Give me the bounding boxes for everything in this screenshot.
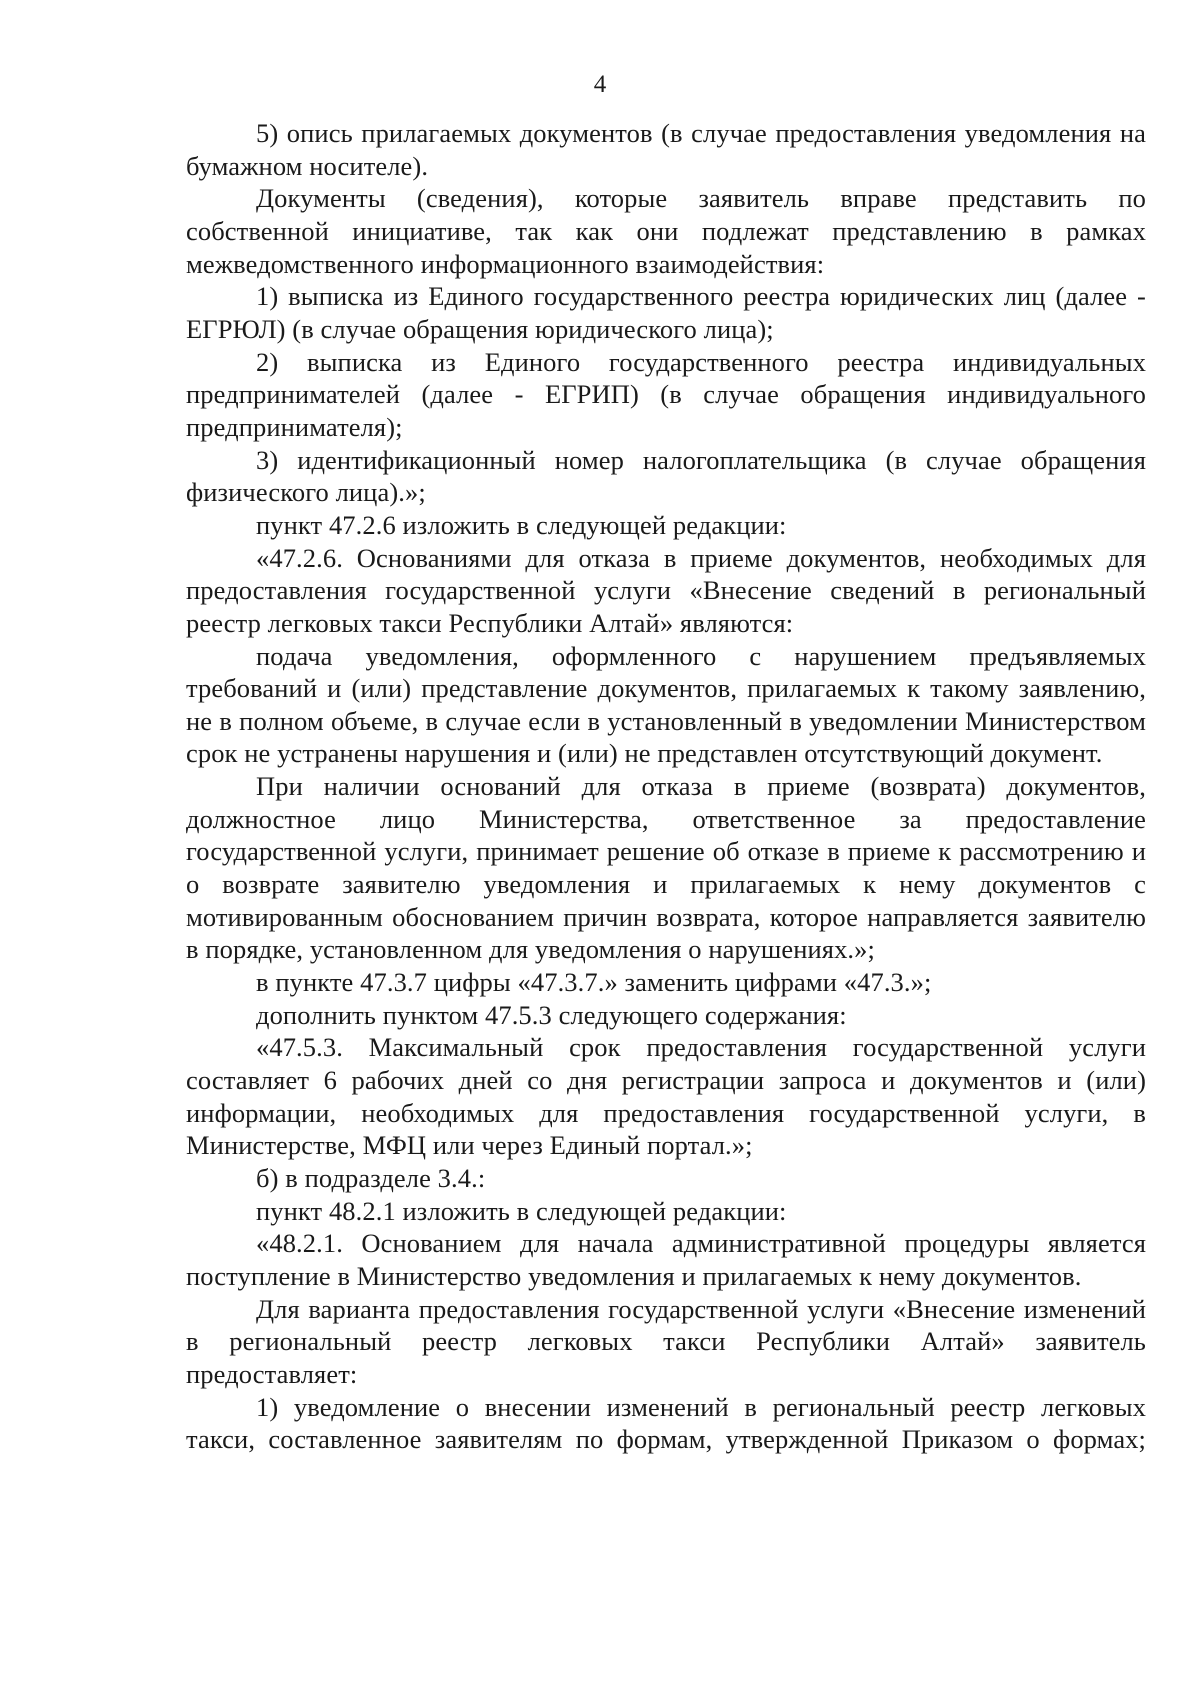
paragraph-47-5-3-text: «47.5.3. Максимальный срок предоставления государственной услуги составляет 6 рабочих дней со дня регистрации запроса и документов и (или) информации, необходимых для предоставления государственной услуги, в Министерстве, МФЦ или через Единый портал.»; (186, 1032, 1146, 1161)
document-body (186, 117, 1146, 1456)
paragraph-subsection-3-4: б) в подразделе 3.4.: (256, 1163, 486, 1193)
paragraph-amend-48-2-1: пункт 48.2.1 изложить в следующей редакции: (256, 1195, 787, 1226)
paragraph-48-2-1-text: «48.2.1. Основанием для начала административной процедуры является поступление в Министерство уведомления и прилагаемых к нему документов. (186, 1228, 1146, 1291)
paragraph-47-2-6-text: «47.2.6. Основаниями для отказа в приеме документов, необходимых для предоставления государственной услуги «Внесение сведений в региональный реестр легковых такси Республики Алтай» являются: (186, 542, 1146, 638)
paragraph-add-47-5-3: дополнить пунктом 47.5.3 следующего содержания: (256, 999, 847, 1030)
paragraph-egrul-extract: 1) выписка из Единого государственного реестра юридических лиц (далее - ЕГРЮЛ) (в случае обращения юридического лица); (186, 281, 1146, 344)
paragraph-variant-changes: Для варианта предоставления государственной услуги «Внесение изменений в региональный реестр легковых такси Республики Алтай» заявитель предоставляет: (186, 1293, 1146, 1389)
paragraph-amend-47-2-6: пункт 47.2.6 изложить в следующей редакции: (256, 509, 787, 540)
paragraph-refusal-decision: При наличии оснований для отказа в приеме (возврата) документов, должностное лицо Министерства, ответственное за предоставление государственной услуги, принимает решение об отказе в приеме к рассмотрению и о возврате заявителю уведомления и прилагаемых к нему документов с мотивированным обоснованием причин возврата, которое направляется заявителю в порядке, установленном для уведомления о нарушениях.»; (186, 771, 1146, 965)
paragraph-amend-47-3-7: в пункте 47.3.7 цифры «47.3.7.» заменить цифрами «47.3.»; (256, 967, 932, 998)
paragraph-refusal-grounds: подача уведомления, оформленного с нарушением предъявляемых требований и (или) представление документов, прилагаемых к такому заявлению, не в полном объеме, в случае если в установленный в уведомлении Министерством срок не устранены нарушения и (или) не представлен отсутствующий документ. (186, 640, 1146, 769)
paragraph-taxpayer-id: 3) идентификационный номер налогоплательщика (в случае обращения физического лица).»; (186, 444, 1146, 508)
page-number: 4 (593, 71, 607, 98)
paragraph-egrip-extract: 2) выписка из Единого государственного реестра индивидуальных предпринимателей (далее - ЕГРИП) (в случае обращения индивидуального предпринимателя); (186, 346, 1146, 442)
paragraph-optional-documents: Документы (сведения), которые заявитель вправе представить по собственной инициативе, так как они подлежат представлению в рамках межведомственного информационного взаимодействия: (186, 183, 1146, 279)
paragraph-inventory-item: 5) опись прилагаемых документов (в случае предоставления уведомления на бумажном носителе). (186, 118, 1146, 181)
paragraph-change-notice: 1) уведомление о внесении изменений в региональный реестр легковых такси, составленное заявителям по формам, утвержденной Приказом о формах; (186, 1391, 1146, 1455)
